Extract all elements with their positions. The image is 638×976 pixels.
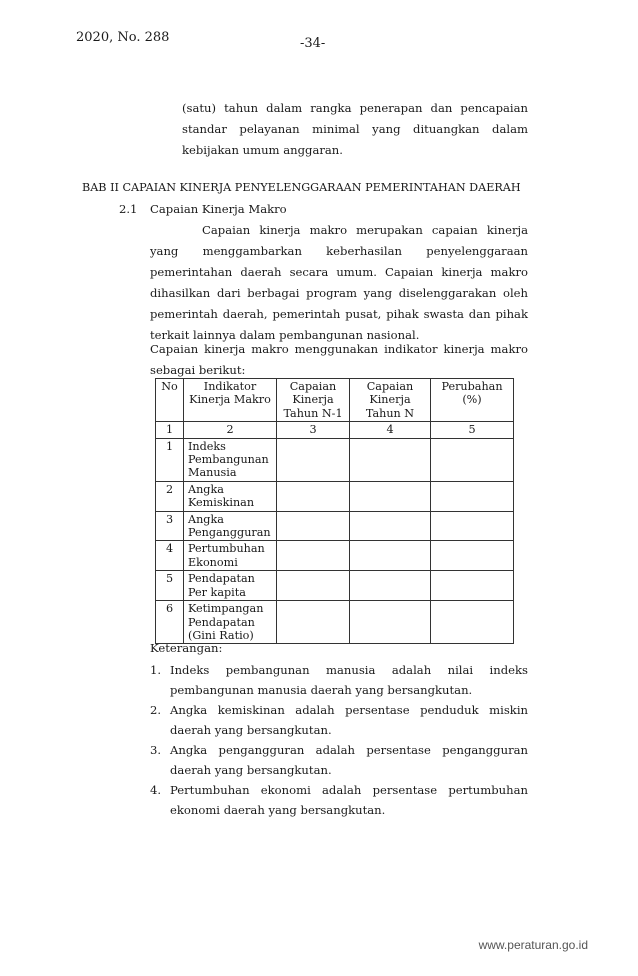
column-number: 2	[184, 422, 277, 438]
row-indikator: Ketimpangan Pendapatan (Gini Ratio)	[184, 601, 277, 644]
empty-cell	[277, 511, 350, 541]
list-item-text: Indeks pembangunan manusia adalah nilai indeks pembangunan manusia daerah yang bersangkutan.	[170, 663, 528, 697]
empty-cell	[431, 571, 514, 601]
section-title: Capaian Kinerja Makro	[150, 202, 287, 216]
empty-cell	[350, 511, 431, 541]
table-row	[156, 571, 514, 601]
column-number: 5	[431, 422, 514, 438]
row-number: 5	[156, 571, 184, 601]
empty-cell	[277, 571, 350, 601]
page-number: -34-	[300, 36, 326, 51]
header-capaian-n-1: Capaian Kinerja Tahun N-1	[277, 379, 350, 422]
empty-cell	[431, 481, 514, 511]
document-number: 2020, No. 288	[76, 30, 170, 45]
empty-cell	[277, 601, 350, 644]
list-item	[150, 700, 528, 740]
list-item-text: Pertumbuhan ekonomi adalah persentase pertumbuhan ekonomi daerah yang bersangkutan.	[170, 783, 528, 817]
keterangan-list	[150, 660, 528, 820]
row-indikator: Indeks Pembangunan Manusia	[184, 438, 277, 481]
header-perubahan: Perubahan (%)	[431, 379, 514, 422]
list-item-number: 3.	[150, 743, 162, 757]
column-number: 1	[156, 422, 184, 438]
row-number: 2	[156, 481, 184, 511]
empty-cell	[431, 601, 514, 644]
list-item	[150, 740, 528, 780]
table-row	[156, 511, 514, 541]
empty-cell	[350, 438, 431, 481]
keterangan-title: Keterangan:	[150, 641, 223, 655]
empty-cell	[350, 601, 431, 644]
row-number: 4	[156, 541, 184, 571]
table-row	[156, 601, 514, 644]
empty-cell	[350, 541, 431, 571]
list-item-text: Angka kemiskinan adalah persentase penduduk miskin daerah yang bersangkutan.	[170, 703, 528, 737]
list-item-number: 4.	[150, 783, 162, 797]
empty-cell	[431, 511, 514, 541]
empty-cell	[431, 438, 514, 481]
indicator-table	[155, 378, 514, 644]
row-indikator: Pertumbuhan Ekonomi	[184, 541, 277, 571]
row-number: 3	[156, 511, 184, 541]
column-number: 4	[350, 422, 431, 438]
empty-cell	[277, 481, 350, 511]
header-indikator: Indikator Kinerja Makro	[184, 379, 277, 422]
section-number: 2.1	[119, 202, 138, 216]
header-no: No	[156, 379, 184, 422]
empty-cell	[431, 541, 514, 571]
list-item-number: 1.	[150, 663, 162, 677]
list-item	[150, 780, 528, 820]
row-indikator: Angka Pengangguran	[184, 511, 277, 541]
list-item	[150, 660, 528, 700]
header-capaian-n: Capaian Kinerja Tahun N	[350, 379, 431, 422]
empty-cell	[350, 571, 431, 601]
row-number: 1	[156, 438, 184, 481]
paragraph-indikator: Capaian kinerja makro menggunakan indikator kinerja makro sebagai berikut:	[150, 342, 528, 377]
paragraph-capaian-kinerja: Capaian kinerja makro merupakan capaian kinerja yang menggambarkan keberhasilan penyelenggaraan pemerintahan daerah secara umum. Capaian kinerja makro dihasilkan dari berbagai program yang diselenggarakan oleh pemerintah daerah, pemerintah pusat, pihak swasta dan pihak terkait lainnya dalam pembangunan nasional.	[150, 223, 528, 342]
chapter-heading: BAB II CAPAIAN KINERJA PENYELENGGARAAN PEMERINTAHAN DAERAH	[82, 181, 521, 194]
table-row	[156, 438, 514, 481]
table-row	[156, 541, 514, 571]
empty-cell	[277, 438, 350, 481]
column-number: 3	[277, 422, 350, 438]
row-number: 6	[156, 601, 184, 644]
website-footer: www.peraturan.go.id	[478, 938, 588, 952]
table-header-row	[156, 379, 514, 422]
intro-paragraph: (satu) tahun dalam rangka penerapan dan pencapaian standar pelayanan minimal yang dituangkan dalam kebijakan umum anggaran.	[182, 101, 528, 157]
table-row	[156, 481, 514, 511]
row-indikator: Pendapatan Per kapita	[184, 571, 277, 601]
row-indikator: Angka Kemiskinan	[184, 481, 277, 511]
empty-cell	[277, 541, 350, 571]
column-number-row	[156, 422, 514, 438]
list-item-number: 2.	[150, 703, 162, 717]
empty-cell	[350, 481, 431, 511]
list-item-text: Angka pengangguran adalah persentase pengangguran daerah yang bersangkutan.	[170, 743, 528, 777]
